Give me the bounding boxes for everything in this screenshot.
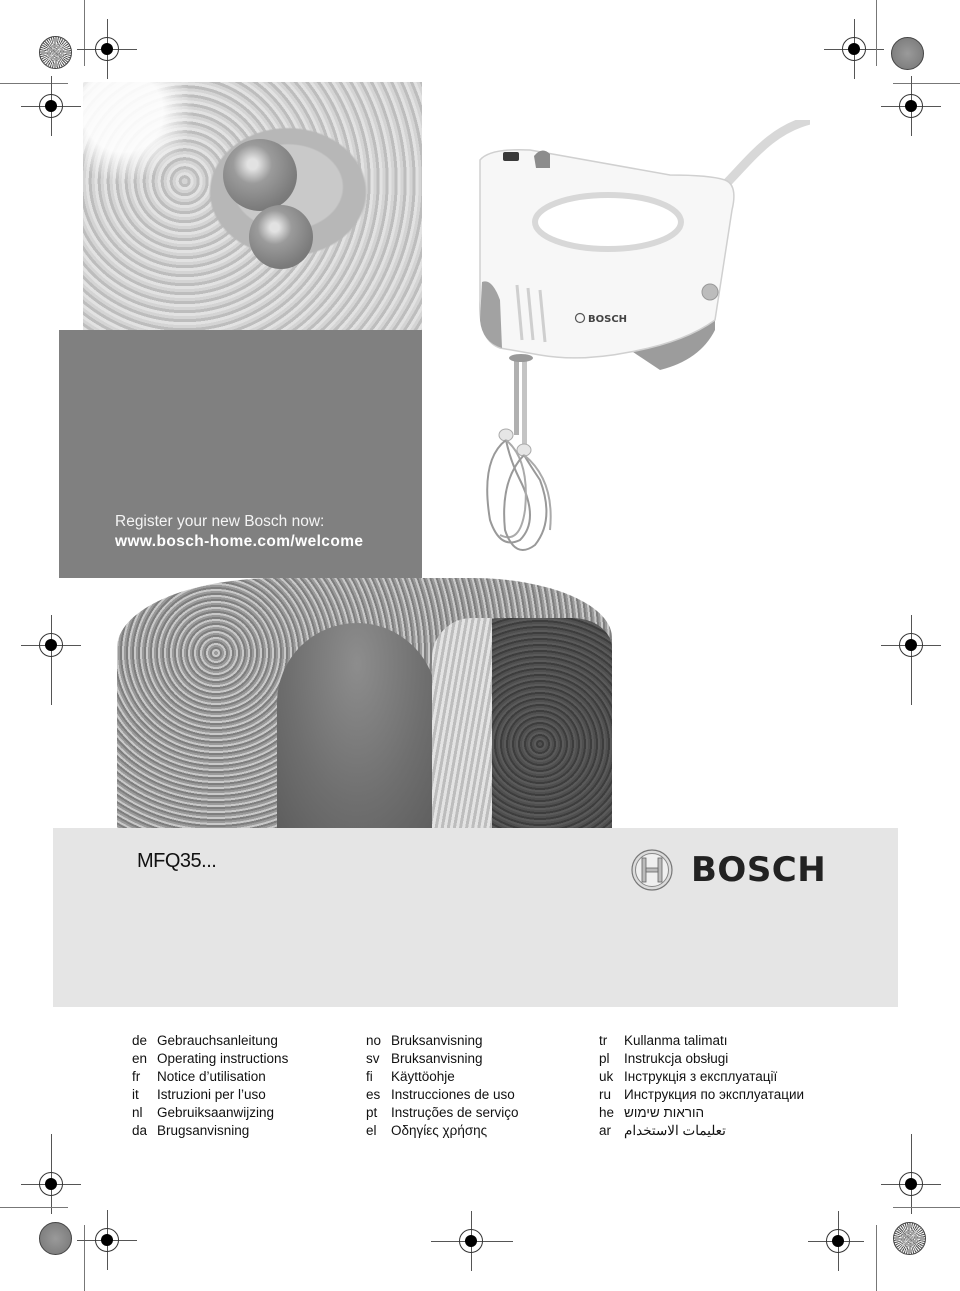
trim-line — [0, 1207, 68, 1208]
model-number: MFQ35... — [137, 850, 217, 872]
trim-line — [876, 0, 877, 66]
language-column — [599, 1032, 804, 1140]
registration-mark-icon — [824, 19, 884, 79]
color-bar-disc-icon — [891, 37, 924, 70]
bundt-cake-photo — [117, 578, 612, 828]
registration-mark-icon — [21, 76, 81, 136]
language-item: uk Інструкція з експлуатації — [599, 1069, 778, 1084]
language-item: da Brugsanvisning — [132, 1123, 250, 1138]
registration-mark-icon — [21, 615, 81, 705]
language-item: fr Notice d’utilisation — [132, 1069, 266, 1084]
registration-mark-icon — [21, 1154, 81, 1214]
registration-mark-icon — [77, 1210, 137, 1270]
egg-yolk — [223, 139, 297, 211]
language-item: nl Gebruiksaanwijzing — [132, 1105, 275, 1120]
bosch-logo — [631, 848, 826, 892]
color-bar-star-icon — [893, 1222, 926, 1255]
color-bar-disc-icon — [39, 1222, 72, 1255]
language-item: de Gebrauchsanleitung — [132, 1033, 278, 1048]
bosch-armature-icon — [631, 849, 673, 891]
trim-line — [876, 1225, 877, 1291]
flour-eggs-photo — [83, 82, 422, 330]
language-item: pt Instruções de serviço — [366, 1105, 519, 1120]
egg-yolk — [249, 205, 313, 269]
language-list — [0, 1032, 960, 1152]
bosch-wordmark: BOSCH — [691, 850, 827, 890]
model-brand-band — [53, 828, 898, 1007]
language-item: sv Bruksanvisning — [366, 1051, 483, 1066]
cake-center-hole — [277, 623, 437, 828]
cake-crust — [432, 618, 492, 828]
trim-line — [893, 1207, 960, 1208]
language-item: ar تعليمات الاستخدام — [599, 1123, 726, 1138]
registration-mark-icon — [77, 19, 137, 79]
language-item: it Istruzioni per l’uso — [132, 1087, 266, 1102]
language-item: ru Инструкция по эксплуатации — [599, 1087, 805, 1102]
color-bar-star-icon — [39, 36, 72, 69]
register-panel — [59, 330, 422, 578]
registration-mark-icon — [881, 1154, 941, 1214]
registration-mark-icon — [441, 1211, 531, 1271]
register-prompt: Register your new Bosch now: — [115, 513, 325, 530]
language-item: he הוראות שימוש — [599, 1105, 705, 1120]
language-item: pl Instrukcja obsługi — [599, 1051, 729, 1066]
language-item: en Operating instructions — [132, 1051, 289, 1066]
hand-mixer-illustration — [470, 120, 810, 560]
language-item: tr Kullanma talimatı — [599, 1033, 728, 1048]
mixer-badge-text: BOSCH — [588, 314, 628, 325]
language-item: es Instrucciones de uso — [366, 1087, 515, 1102]
language-column — [366, 1032, 519, 1140]
register-url-link[interactable]: www.bosch-home.com/welcome — [115, 533, 364, 550]
language-item: el Οδηγίες χρήσης — [366, 1123, 488, 1138]
language-item: no Bruksanvisning — [366, 1033, 483, 1048]
language-column — [132, 1032, 288, 1140]
language-item: fi Käyttöohje — [366, 1069, 455, 1084]
registration-mark-icon — [881, 76, 941, 136]
registration-mark-icon — [881, 615, 941, 705]
